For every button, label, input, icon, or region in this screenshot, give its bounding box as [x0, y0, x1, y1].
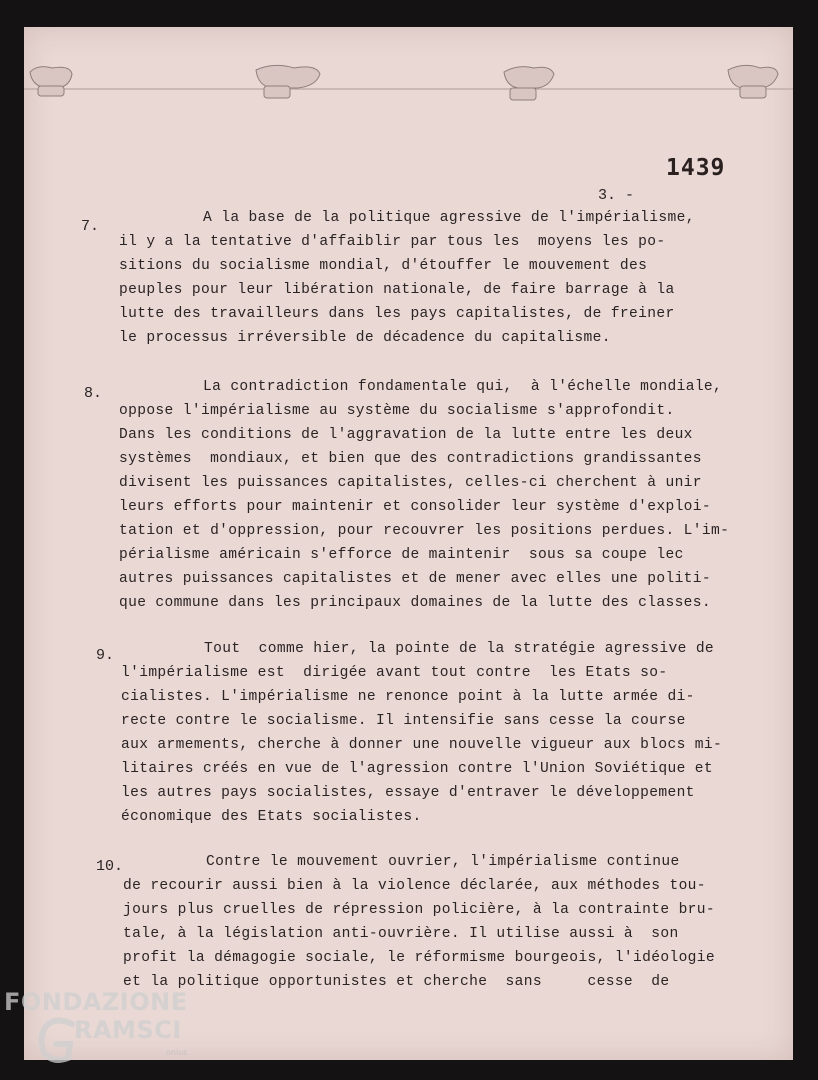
paragraph-8-line-10: que commune dans les principaux domaines de la lutte des classes. [119, 595, 711, 611]
paragraph-8-line-3: Dans les conditions de l'aggravation de la lutte entre les deux [119, 427, 693, 443]
paragraph-10-line-1: Contre le mouvement ouvrier, l'impérialisme continue [206, 854, 680, 870]
paragraph-7-line-1: A la base de la politique agressive de l'impérialisme, [203, 210, 695, 226]
paragraph-number-10: 10. [96, 858, 124, 875]
paragraph-number-9: 9. [96, 647, 115, 664]
paragraph-10-line-2: de recourir aussi bien à la violence déclarée, aux méthodes tou- [123, 878, 706, 894]
paragraph-8-line-8: périalisme américain s'efforce de maintenir sous sa coupe lec [119, 547, 684, 563]
paragraph-9-line-5: aux armements, cherche à donner une nouvelle vigueur aux blocs mi- [121, 737, 723, 753]
paragraph-10-line-4: tale, à la législation anti-ouvrière. Il utilise aussi à son [123, 926, 679, 942]
fondazione-gramsci-watermark [4, 988, 214, 1074]
paragraph-7-line-3: sitions du socialisme mondial, d'étouffer le mouvement des [119, 258, 648, 274]
paragraph-7-line-6: le processus irréversible de décadence du capitalisme. [119, 330, 611, 346]
paragraph-9-line-1: Tout comme hier, la pointe de la stratégie agressive de [204, 641, 715, 657]
paragraph-10-line-5: profit la démagogie sociale, le réformisme bourgeois, l'idéologie [123, 950, 715, 966]
watermark-line-2: RAMSCI [74, 1016, 182, 1044]
page-number: 3. - [598, 187, 635, 204]
watermark-line-3: onlus [166, 1048, 188, 1057]
folio-number: 1439 [666, 155, 726, 181]
paragraph-8-line-7: tation et d'oppression, pour recouvrer les positions perdues. L'im- [119, 523, 730, 539]
paragraph-7-line-5: lutte des travailleurs dans les pays capitalistes, de freiner [119, 306, 675, 322]
paragraph-8-line-1: La contradiction fondamentale qui, à l'échelle mondiale, [203, 379, 723, 395]
paragraph-8-line-2: oppose l'impérialisme au système du socialisme s'approfondit. [119, 403, 675, 419]
paragraph-9-line-7: les autres pays socialistes, essaye d'entraver le développement [121, 785, 695, 801]
paragraph-10-line-3: jours plus cruelles de répression policière, à la contrainte bru- [123, 902, 715, 918]
paragraph-9-line-4: recte contre le socialisme. Il intensifie sans cesse la course [121, 713, 686, 729]
paragraph-number-8: 8. [84, 385, 103, 402]
binding-holes [24, 56, 793, 104]
binding-strip-graphic [24, 56, 793, 104]
paragraph-9-line-6: litaires créés en vue de l'agression contre l'Union Soviétique et [121, 761, 713, 777]
paragraph-9-line-3: cialistes. L'impérialisme ne renonce point à la lutte armée di- [121, 689, 695, 705]
paragraph-8-line-5: divisent les puissances capitalistes, celles-ci cherchent à unir [119, 475, 702, 491]
paragraph-8-line-6: leurs efforts pour maintenir et consolider leur système d'exploi- [119, 499, 711, 515]
paragraph-8-line-9: autres puissances capitalistes et de mener avec elles une politi- [119, 571, 711, 587]
watermark-line-1: FONDAZIONE [4, 988, 188, 1016]
watermark-g-glyph [38, 1016, 76, 1066]
paragraph-9-line-2: l'impérialisme est dirigée avant tout contre les Etats so- [121, 665, 668, 681]
paragraph-7-line-2: il y a la tentative d'affaiblir par tous les moyens les po- [119, 234, 666, 250]
paragraph-9-line-8: économique des Etats socialistes. [121, 809, 422, 825]
paragraph-8-line-4: systèmes mondiaux, et bien que des contradictions grandissantes [119, 451, 702, 467]
paragraph-number-7: 7. [81, 218, 100, 235]
paragraph-10-line-6: et la politique opportunistes et cherche sans cesse de [123, 974, 670, 990]
paragraph-7-line-4: peuples pour leur libération nationale, de faire barrage à la [119, 282, 675, 298]
